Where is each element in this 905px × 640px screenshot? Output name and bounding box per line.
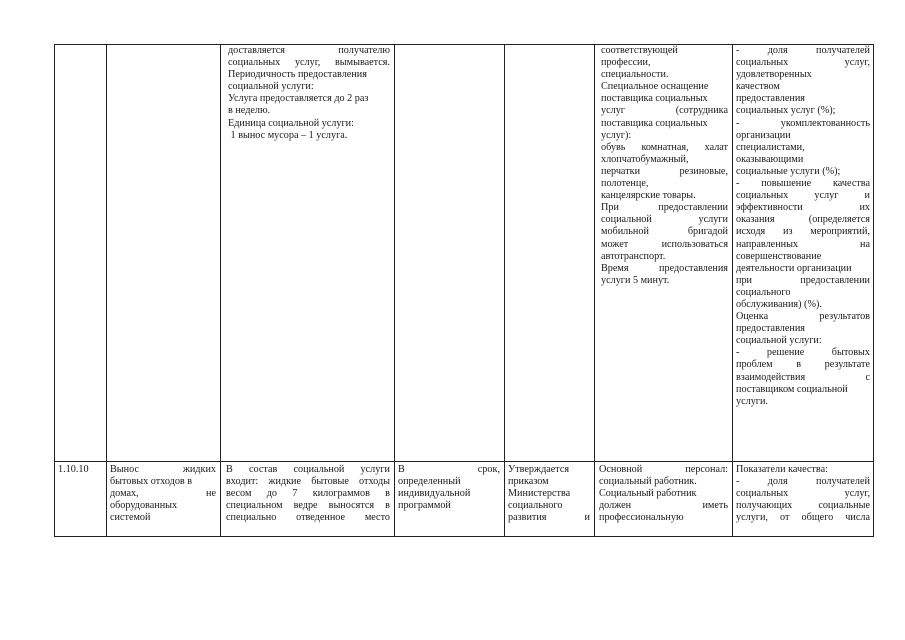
text-line: 1 вынос мусора – 1 услуга. — [228, 129, 348, 141]
bottom-row-quality-indicators — [736, 464, 870, 524]
column-border — [54, 44, 55, 537]
text-line: развития и — [508, 512, 590, 524]
text-line: социальных услуг, — [736, 488, 870, 500]
text-line: социальные услуги (%); — [736, 165, 841, 177]
text-line: В состав социальной услуги — [226, 464, 390, 475]
text-line: оборудованных — [110, 500, 178, 512]
text-line: индивидуальной — [398, 488, 471, 500]
text-line: направленных на — [736, 238, 870, 250]
column-border — [732, 44, 733, 537]
text-line: поставщика социальных — [601, 93, 708, 105]
bottom-row-tariff — [508, 464, 590, 524]
text-line: услуги. — [736, 395, 768, 407]
table-bottom-border — [54, 536, 873, 537]
text-line: взаимодействия с — [736, 371, 870, 383]
column-border — [594, 44, 595, 537]
text-line: специалистами, — [736, 141, 805, 153]
bottom-row-description — [226, 464, 390, 524]
text-line: социальных услуг, — [736, 57, 870, 69]
text-line: Показатели качества: — [736, 464, 828, 475]
text-line: качеством — [736, 81, 780, 93]
text-line: предоставления — [736, 93, 805, 105]
text-line: - укомплектованность — [736, 117, 870, 129]
text-line: организации — [736, 129, 791, 141]
text-line: - доля получателей — [736, 45, 870, 56]
text-line: системой — [110, 512, 151, 524]
text-line: предоставления — [736, 323, 805, 335]
text-line: приказом — [508, 476, 549, 488]
text-line: специальном ведре выносятся в — [226, 500, 390, 512]
bottom-row-number — [58, 464, 104, 476]
text-line: - повышение качества — [736, 178, 870, 190]
text-line: мобильной бригадой — [601, 226, 728, 238]
text-line: социальных услуг, вымывается. — [228, 57, 390, 69]
text-line: при предоставлении — [736, 274, 870, 286]
text-line: услуг (сотрудника — [601, 105, 728, 117]
text-line: социальной услуги: — [228, 81, 314, 93]
text-line: Основной персонал: — [599, 464, 728, 475]
text-line: услуги 5 минут. — [601, 274, 670, 286]
text-line: программой — [398, 500, 451, 512]
text-line: определенный — [398, 476, 461, 488]
text-line: бытовых отходов в — [110, 476, 193, 488]
column-border — [394, 44, 395, 537]
column-border — [504, 44, 505, 537]
text-line: весом до 7 килограммов в — [226, 488, 390, 500]
text-line: При предоставлении — [601, 202, 728, 214]
text-line: проблем в результате — [736, 359, 870, 371]
text-line: должен иметь — [599, 500, 728, 512]
text-line: социального — [736, 286, 791, 298]
text-line: профессии, — [601, 57, 651, 69]
text-line: Вынос жидких — [110, 464, 216, 475]
text-line: Социальный работник — [599, 488, 697, 500]
top-row-staff-requirements — [601, 45, 728, 287]
text-line: Министерства — [508, 488, 571, 500]
text-line: Оценка результатов — [736, 311, 870, 323]
text-line: может использоваться — [601, 238, 728, 250]
text-line: исходя из мероприятий, — [736, 226, 870, 238]
text-line: - доля получателей — [736, 476, 870, 488]
text-line: получающих социальные — [736, 500, 870, 512]
text-line: оказывающими — [736, 153, 804, 165]
text-line: социального — [508, 500, 563, 512]
text-line: социальной услуги — [601, 214, 728, 226]
top-row-description — [228, 45, 390, 142]
text-line: Специальное оснащение — [601, 81, 709, 93]
text-line: совершенствование — [736, 250, 822, 262]
text-line: оказания (определяется — [736, 214, 870, 226]
text-line: доставляется получателю — [228, 45, 390, 56]
text-line: домах, не — [110, 488, 216, 500]
text-line: автотранспорт. — [601, 250, 666, 262]
bottom-row-service-name — [110, 464, 216, 524]
row-divider — [54, 461, 873, 462]
bottom-row-term — [398, 464, 500, 512]
text-line: - решение бытовых — [736, 347, 870, 359]
column-border — [873, 44, 874, 537]
text-line: В срок, — [398, 464, 500, 475]
text-line: полотенце, — [601, 178, 649, 190]
top-row-quality-indicators — [736, 45, 870, 408]
text-line: эффективности их — [736, 202, 870, 214]
text-line: хлопчатобумажный, — [601, 153, 689, 165]
text-line: Единица социальной услуги: — [228, 117, 354, 129]
text-line: деятельности организации — [736, 262, 852, 274]
text-line: Услуга предоставляется до 2 раз — [228, 93, 369, 105]
text-line: Время предоставления — [601, 262, 728, 274]
text-line: социальных услуг (%); — [736, 105, 836, 117]
text-line: соответствующей — [601, 45, 678, 56]
text-line: обслуживания) (%). — [736, 298, 822, 310]
text-line: профессиональную — [599, 512, 684, 524]
text-line: социальной услуги: — [736, 335, 822, 347]
text-line: Периодичность предоставления — [228, 69, 367, 81]
text-line: услуг): — [601, 129, 632, 141]
bottom-row-staff-requirements — [599, 464, 728, 524]
text-line: специальности. — [601, 69, 669, 81]
text-line: поставщика социальных — [601, 117, 708, 129]
text-line: в неделю. — [228, 105, 271, 117]
text-line: канцелярские товары. — [601, 190, 696, 202]
text-line: удовлетворенных — [736, 69, 812, 81]
text-line: обувь комнатная, халат — [601, 141, 728, 153]
text-line: перчатки резиновые, — [601, 165, 728, 177]
column-border — [106, 44, 107, 537]
text-line: социальный работник. — [599, 476, 697, 488]
column-border — [220, 44, 221, 537]
text-line: поставщиком социальной — [736, 383, 848, 395]
text-line: входит: жидкие бытовые отходы — [226, 476, 390, 488]
text-line: услуги, от общего числа — [736, 512, 870, 524]
text-line: специально отведенное место — [226, 512, 390, 524]
text-line: Утверждается — [508, 464, 570, 475]
text-line: социальных услуг и — [736, 190, 870, 202]
row-number: 1.10.10 — [58, 464, 89, 475]
